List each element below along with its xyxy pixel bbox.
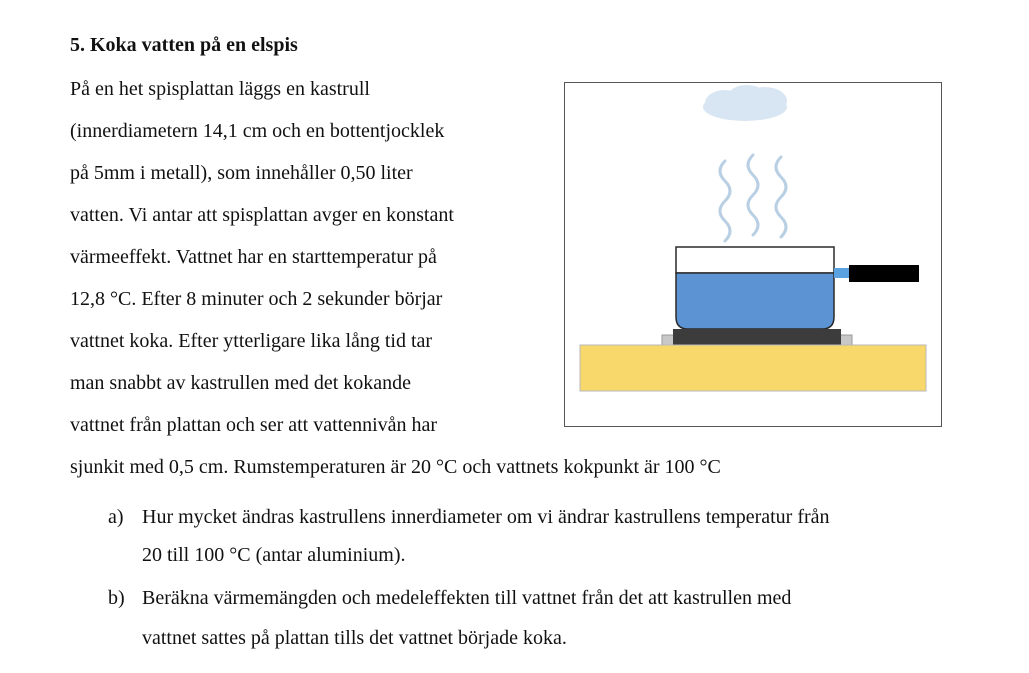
steam-cloud-icon bbox=[703, 85, 787, 121]
steam-lines-icon bbox=[720, 155, 786, 241]
stove-burner-icon bbox=[662, 329, 852, 345]
question-a-label: a) bbox=[108, 506, 124, 528]
question-a-line: 20 till 100 °C (antar aluminium). bbox=[142, 544, 406, 566]
pot-handle-connector-icon bbox=[834, 268, 850, 278]
body-line: vattnet koka. Efter ytterligare lika lång tid tar bbox=[70, 330, 433, 352]
question-b-line: vattnet sattes på plattan tills det vattnet började koka. bbox=[142, 627, 567, 649]
pot-icon bbox=[676, 247, 834, 329]
body-line: vattnet från plattan och ser att vattennivån har bbox=[70, 414, 438, 436]
question-b-label: b) bbox=[108, 587, 125, 609]
body-line: man snabbt av kastrullen med det kokande bbox=[70, 372, 412, 394]
countertop-icon bbox=[580, 345, 926, 391]
body-line: värmeeffekt. Vattnet har en starttemperatur på bbox=[70, 246, 437, 268]
body-line: sjunkit med 0,5 cm. Rumstemperaturen är 20 °C och vattnets kokpunkt är 100 °C bbox=[70, 456, 721, 478]
body-line: På en het spisplattan läggs en kastrull bbox=[70, 78, 370, 100]
pot-on-stove-figure bbox=[564, 82, 942, 427]
body-line: (innerdiametern 14,1 cm och en bottentjocklek bbox=[70, 120, 445, 142]
body-line: vatten. Vi antar att spisplattan avger en konstant bbox=[70, 204, 454, 226]
problem-heading: 5. Koka vatten på en elspis bbox=[70, 34, 298, 56]
pot-handle-icon bbox=[849, 265, 919, 282]
pot-on-stove-illustration bbox=[565, 83, 941, 426]
body-line: 12,8 °C. Efter 8 minuter och 2 sekunder börjar bbox=[70, 288, 443, 310]
question-b-line: Beräkna värmemängden och medeleffekten till vattnet från det att kastrullen med bbox=[142, 587, 792, 609]
body-line: på 5mm i metall), som innehåller 0,50 liter bbox=[70, 162, 413, 184]
question-a-line: Hur mycket ändras kastrullens innerdiameter om vi ändrar kastrullens temperatur från bbox=[142, 506, 830, 528]
